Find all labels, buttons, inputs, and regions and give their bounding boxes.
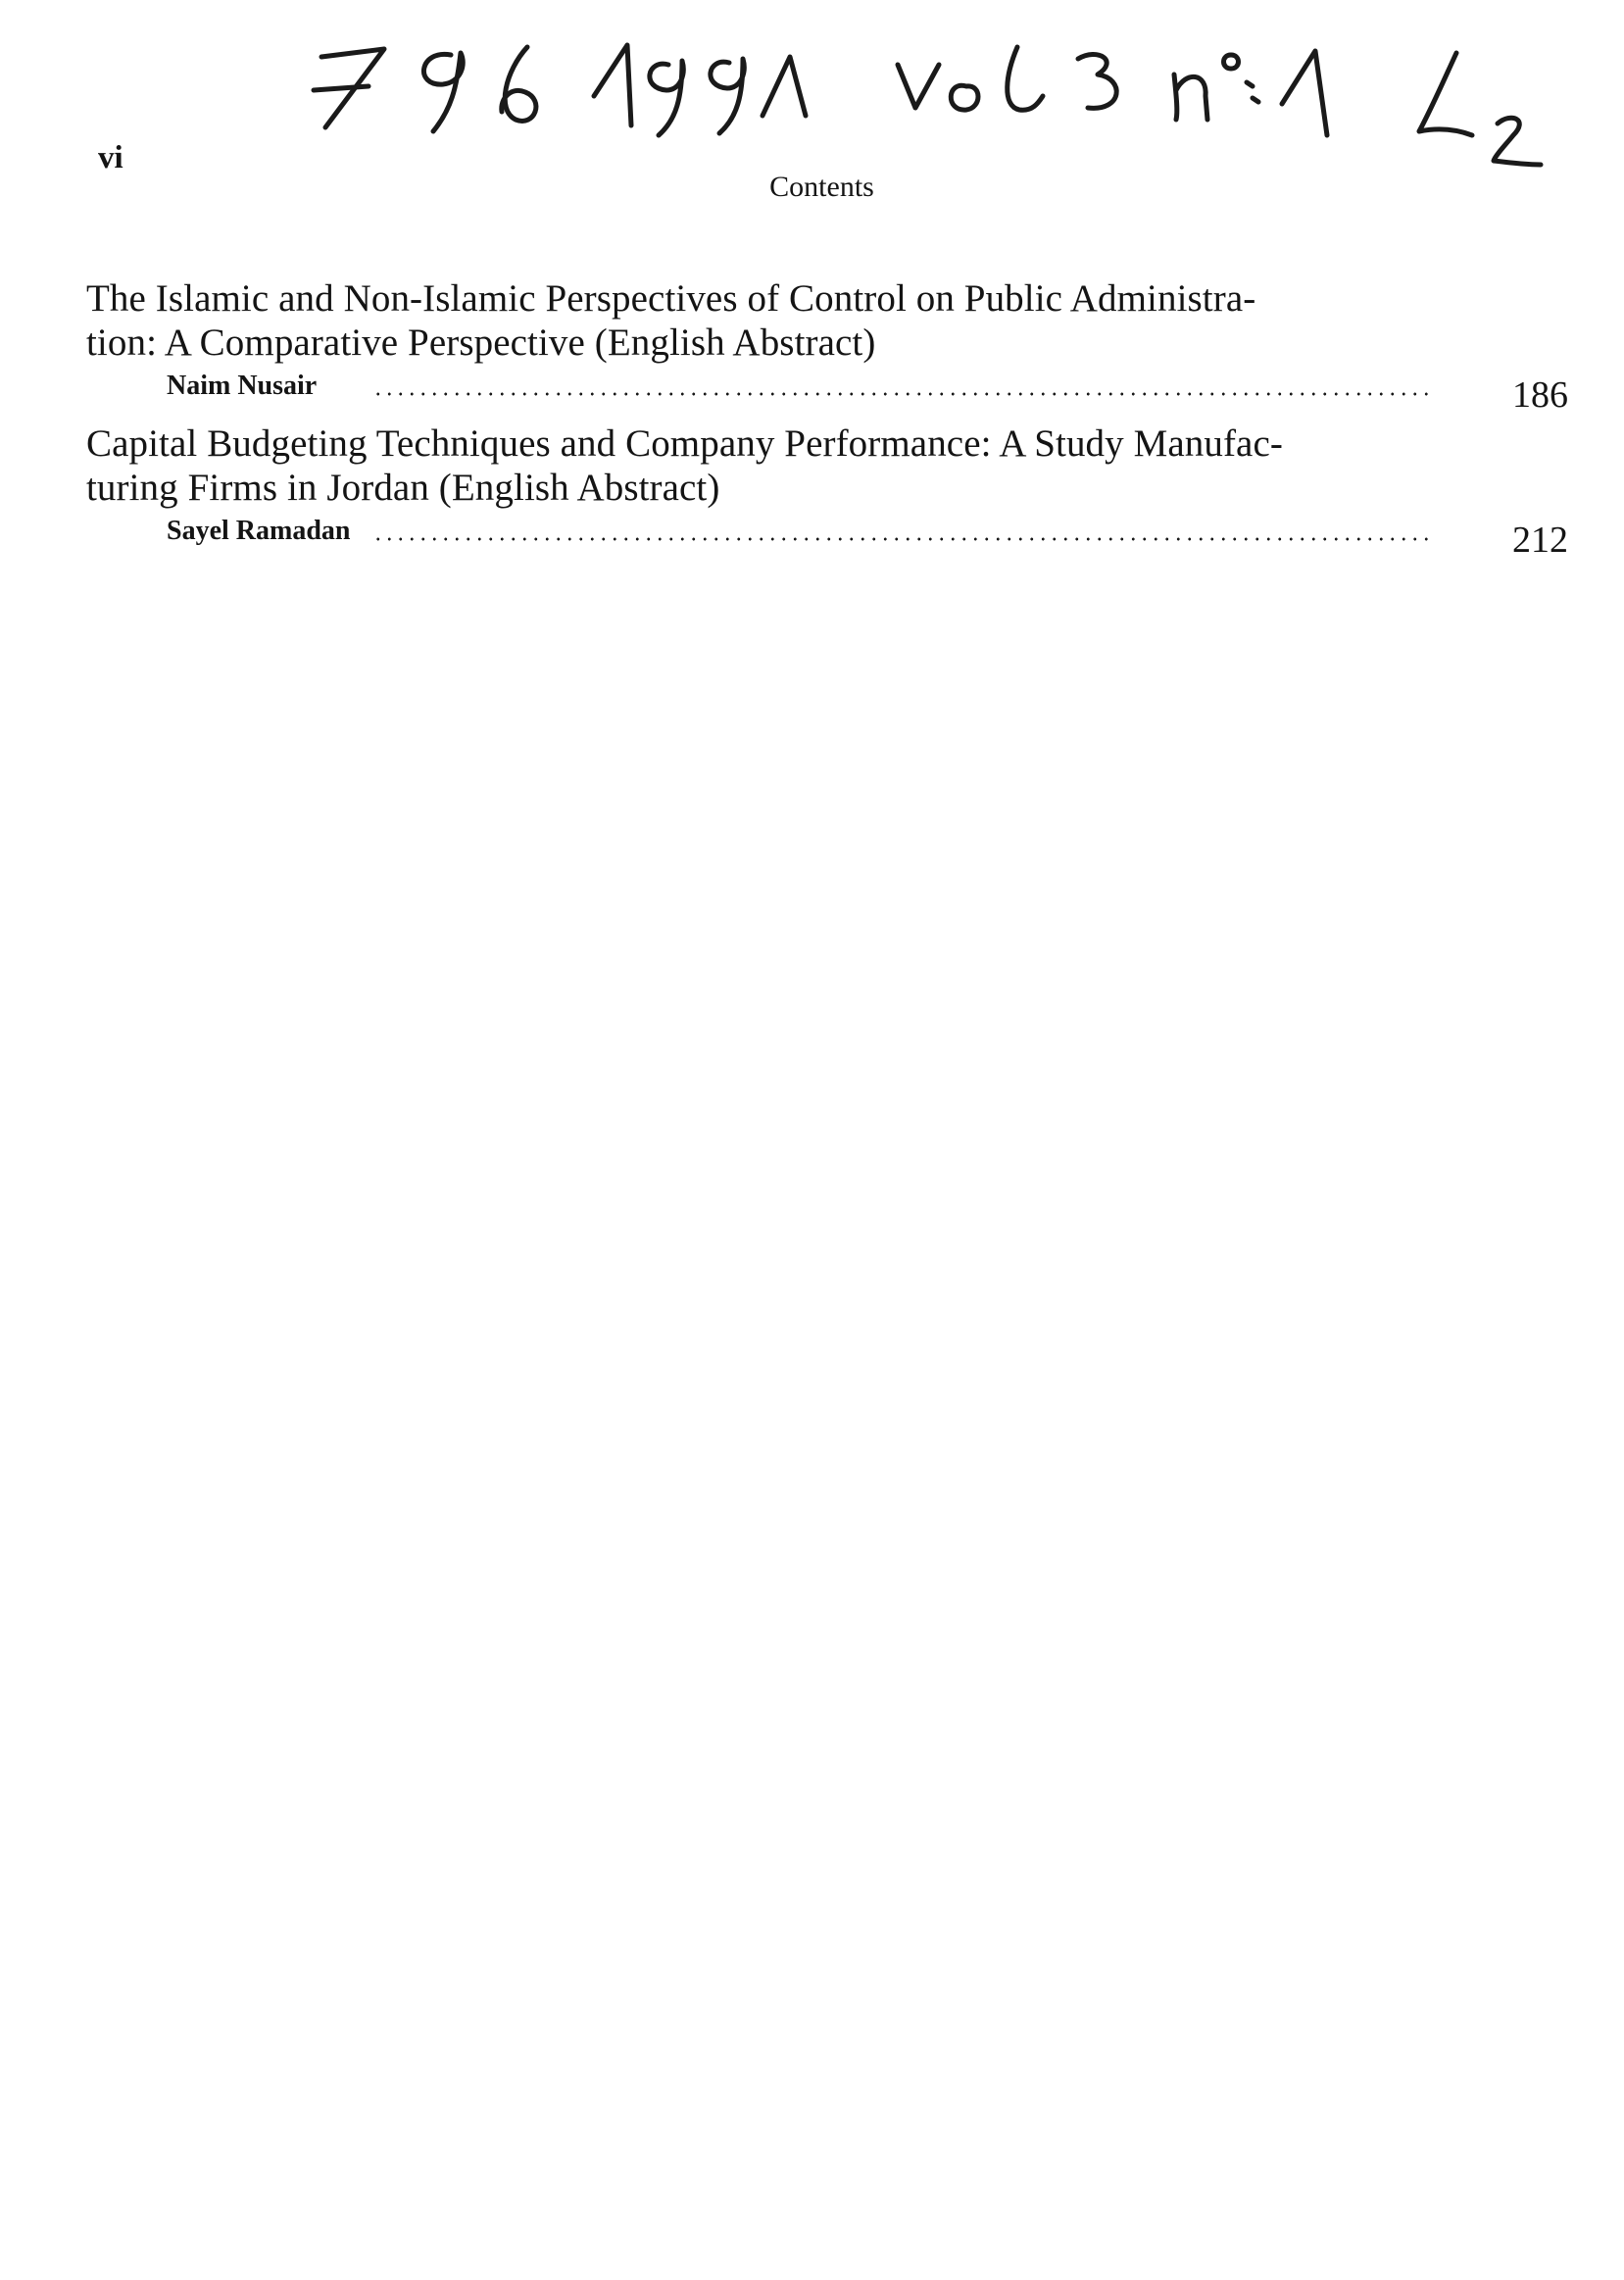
table-of-contents bbox=[86, 276, 1568, 567]
toc-entry[interactable] bbox=[86, 276, 1568, 416]
entry-title-line: The Islamic and Non-Islamic Perspectives of Control on Public Administra- bbox=[86, 277, 1256, 320]
entry-title-line: tion: A Comparative Perspective (English Abstract) bbox=[86, 322, 876, 364]
entry-page-number: 212 bbox=[1512, 520, 1568, 561]
entry-title bbox=[86, 276, 1439, 365]
handwriting-drawing bbox=[304, 18, 1598, 184]
running-head: Contents bbox=[769, 171, 874, 203]
dot-leader bbox=[372, 537, 1431, 541]
entry-title-line: Capital Budgeting Techniques and Company Performance: A Study Manufac- bbox=[86, 422, 1283, 465]
entry-author: Naim Nusair bbox=[167, 372, 326, 400]
handwritten-annotation bbox=[304, 18, 1598, 184]
entry-author-line bbox=[86, 512, 1568, 561]
dot-leader bbox=[372, 392, 1431, 396]
entry-title-line: turing Firms in Jordan (English Abstract) bbox=[86, 467, 720, 509]
entry-author-line bbox=[86, 367, 1568, 416]
toc-entry[interactable] bbox=[86, 421, 1568, 561]
entry-page-number: 186 bbox=[1512, 374, 1568, 416]
page-number: vi bbox=[98, 140, 123, 175]
entry-author: Sayel Ramadan bbox=[167, 518, 360, 545]
entry-title bbox=[86, 421, 1439, 510]
